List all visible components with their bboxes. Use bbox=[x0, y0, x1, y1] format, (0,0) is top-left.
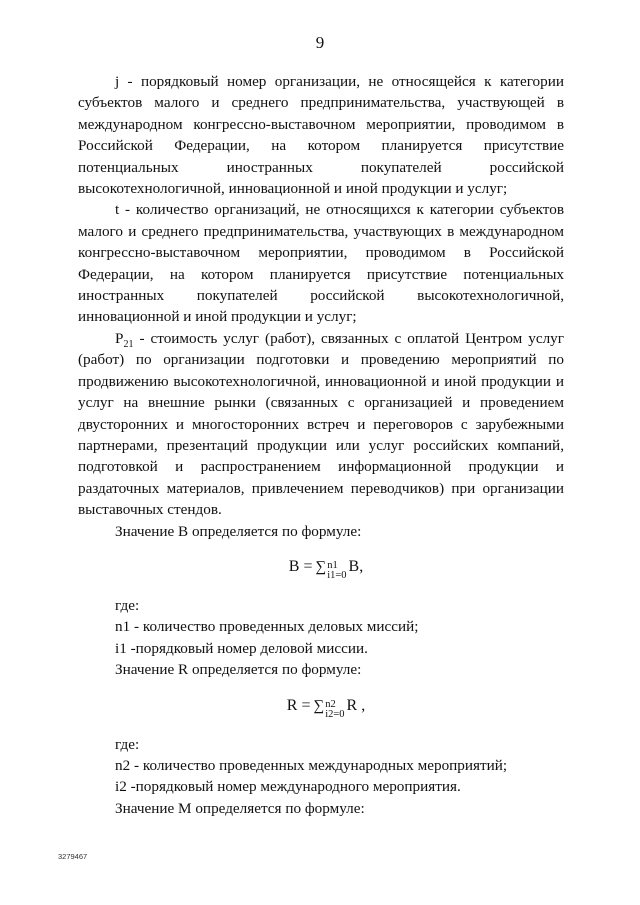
p21-text: - стоимость услуг (работ), связанных с оплатой Центром услуг (работ) по организации подготовки и проведению мероприятий по продвижению высокотехнологичной, инновационной и иной продукции и услуг на внешние рынки (связанных с организацией и проведением двусторонних и многосторонних встреч и переговоров с зарубежными партнерами, презентаций продукции или услуг российских компаний, подготовкой и распространением информационной продукции и раздаточных материалов, привлечением переводчиков) при организации выставочных стендов. bbox=[78, 329, 564, 519]
formula-r-sigma: ∑ bbox=[313, 697, 325, 714]
p21-subscript: 21 bbox=[123, 338, 134, 350]
formula-r-lower: i2=0 bbox=[325, 708, 345, 720]
p21-symbol: P bbox=[115, 329, 124, 347]
formula-b-lhs: B = bbox=[288, 557, 313, 575]
formula-b bbox=[78, 556, 564, 581]
formula-m-intro: Значение M определяется по формуле: bbox=[115, 799, 365, 817]
formula-b-n-def: n1 - количество проведенных деловых миссий; bbox=[115, 618, 419, 636]
document-body bbox=[78, 71, 564, 819]
formula-b-where: где: bbox=[115, 596, 140, 614]
formula-r-where: где: bbox=[115, 735, 140, 753]
formula-r-intro: Значение R определяется по формуле: bbox=[115, 661, 362, 679]
paragraph-j-definition: j - порядковый номер организации, не относящейся к категории субъектов малого и среднего предпринимательства, участвующей в международном конгрессно-выставочном мероприятии, проводимом в Российской Федерации, на котором планируется присутствие потенциальных иностранных покупателей российской высокотехнологичной, инновационной и иной продукции и услуг; bbox=[78, 73, 564, 198]
formula-r-upper: n2 bbox=[325, 698, 336, 710]
formula-b-i-def: i1 -порядковый номер деловой миссии. bbox=[115, 639, 368, 657]
formula-b-upper: n1 bbox=[327, 559, 338, 571]
page-number: 9 bbox=[315, 33, 325, 52]
formula-r-lhs: R = bbox=[286, 696, 311, 714]
formula-r-rhs: R , bbox=[346, 696, 366, 714]
formula-r bbox=[78, 695, 564, 720]
formula-b-lower: i1=0 bbox=[327, 569, 347, 581]
formula-r-n-def: n2 - количество проведенных международных мероприятий; bbox=[115, 756, 508, 774]
formula-b-rhs: B, bbox=[348, 557, 364, 575]
formula-r-i-def: i2 -порядковый номер международного мероприятия. bbox=[115, 778, 461, 796]
formula-b-sigma: ∑ bbox=[315, 558, 327, 575]
document-id: 3279467 bbox=[58, 852, 88, 861]
paragraph-p21-definition bbox=[78, 328, 564, 521]
formula-b-intro: Значение B определяется по формуле: bbox=[115, 522, 362, 540]
paragraph-t-definition: t - количество организаций, не относящихся к категории субъектов малого и среднего предпринимательства, участвующих в международном конгрессно-выставочном мероприятии, проводимом в Российской Федерации, на котором планируется присутствие потенциальных иностранных покупателей российской высокотехнологичной, инновационной и иной продукции и услуг; bbox=[78, 201, 564, 326]
